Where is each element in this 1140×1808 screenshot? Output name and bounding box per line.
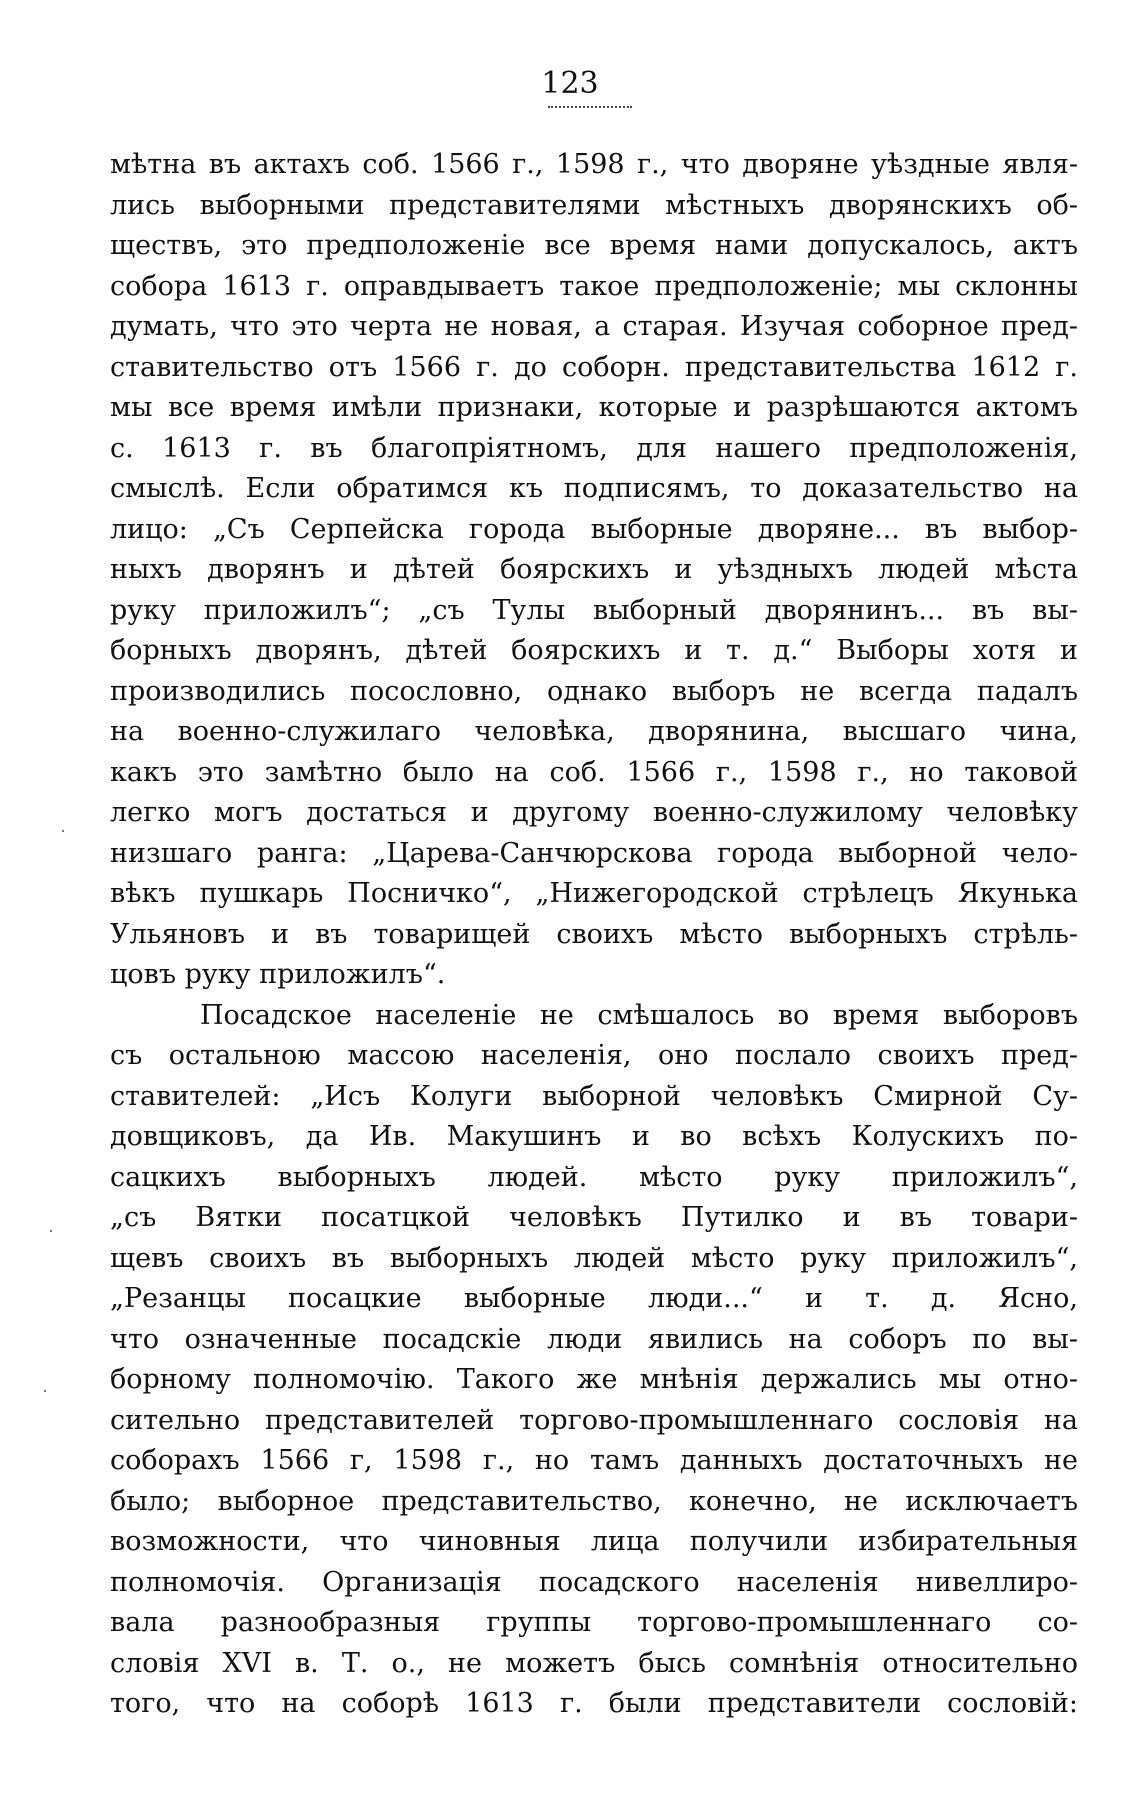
text-line: мѣтна въ актахъ соб. 1566 г., 1598 г., что дворяне уѣздные явля-: [110, 149, 1078, 180]
text-line: „съ Вятки посатцкой человѣкъ Путилко и въ товари-: [110, 1202, 1078, 1233]
text-line: цовъ руку приложилъ“.: [110, 959, 446, 990]
text-line: низшаго ранга: „Царева-Санчюрскова города выборной чело-: [110, 837, 1078, 869]
text-line: вѣкъ пушкарь Посничко“, „Нижегородской стрѣлецъ Якунька: [110, 878, 1078, 909]
text-line: борныхъ дворянъ, дѣтей боярскихъ и т. д.“ Выборы хотя и: [110, 635, 1078, 666]
text-line: руку приложилъ“; „съ Тулы выборный дворянинъ... въ вы-: [110, 594, 1078, 626]
text-line: на военно-служилаго человѣка, дворянина, высшаго чина,: [110, 716, 1078, 747]
text-line: смыслѣ. Если обратимся къ подписямъ, то доказательство на: [110, 473, 1078, 504]
text-line: Ульяновъ и въ товарищей своихъ мѣсто выборныхъ стрѣль-: [110, 918, 1078, 950]
scan-speck: [62, 830, 64, 832]
text-line: того, что на соборѣ 1613 г. были представители сословій:: [110, 1688, 1078, 1719]
text-line: думать, что это черта не новая, а старая. Изучая соборное пред-: [110, 311, 1078, 342]
text-line: „Резанцы посацкие выборные люди...“ и т. д. Ясно,: [110, 1283, 1078, 1314]
text-line: полномочія. Организація посадского населенія нивеллиро-: [110, 1566, 1078, 1598]
text-line: ныхъ дворянъ и дѣтей боярскихъ и уѣздныхъ людей мѣста: [110, 554, 1078, 585]
text-line: лись выборными представителями мѣстныхъ дворянскихъ об-: [110, 189, 1078, 221]
text-line: возможности, что чиновныя лица получили избирательныя: [110, 1526, 1078, 1557]
page-number-rule: [548, 106, 632, 108]
text-line: щевъ своихъ въ выборныхъ людей мѣсто руку приложилъ“,: [110, 1242, 1078, 1274]
text-line: вала разнообразныя группы торгово-промышленнаго со-: [110, 1607, 1078, 1638]
text-line: борному полномочію. Такого же мнѣнія держались мы отно-: [110, 1364, 1078, 1395]
text-line: с. 1613 г. въ благопріятномъ, для нашего предположенія,: [110, 432, 1078, 464]
text-line: ставительство отъ 1566 г. до соборн. представительства 1612 г.: [110, 351, 1078, 383]
text-line: мы все время имѣли признаки, которые и разрѣшаются актомъ: [110, 392, 1078, 423]
text-line: соборахъ 1566 г, 1598 г., но тамъ данныхъ достаточныхъ не: [110, 1445, 1078, 1476]
text-line: сительно представителей торгово-промышленнаго сословія на: [110, 1404, 1078, 1436]
text-line: было; выборное представительство, конечно, не исключаетъ: [110, 1485, 1078, 1517]
scan-speck: [44, 1390, 46, 1392]
body-text: [110, 145, 1078, 1725]
text-line: производились посословно, однако выборъ не всегда падалъ: [110, 675, 1078, 707]
text-line: словія XVI в. Т. о., не можетъ бысь сомнѣнія относительно: [110, 1647, 1078, 1679]
text-line: сацкихъ выборныхъ людей. мѣсто руку приложилъ“,: [110, 1161, 1078, 1193]
text-line: ставителей: „Исъ Колуги выборной человѣкъ Смирной Су-: [110, 1080, 1078, 1112]
text-line: лицо: „Съ Серпейска города выборные дворяне... въ выбор-: [110, 513, 1078, 545]
text-line: собора 1613 г. оправдываетъ такое предположеніе; мы склонны: [110, 270, 1078, 302]
text-line: ществъ, это предположеніе все время нами допускалось, актъ: [110, 230, 1078, 261]
text-line: что означенные посадскіе люди явились на соборъ по вы-: [110, 1323, 1078, 1355]
text-line: съ остальною массою населенія, оно послало своихъ пред-: [110, 1040, 1078, 1071]
text-line: довщиковъ, да Ив. Макушинъ и во всѣхъ Колускихъ по-: [110, 1121, 1078, 1152]
scan-speck: [50, 1230, 52, 1232]
text-line: Посадское населеніе не смѣшалось во время выборовъ: [200, 999, 1078, 1031]
text-line: легко могъ достаться и другому военно-служилому человѣку: [110, 797, 1078, 828]
page-number: 123: [541, 66, 599, 101]
text-line: какъ это замѣтно было на соб. 1566 г., 1598 г., но таковой: [110, 756, 1078, 788]
